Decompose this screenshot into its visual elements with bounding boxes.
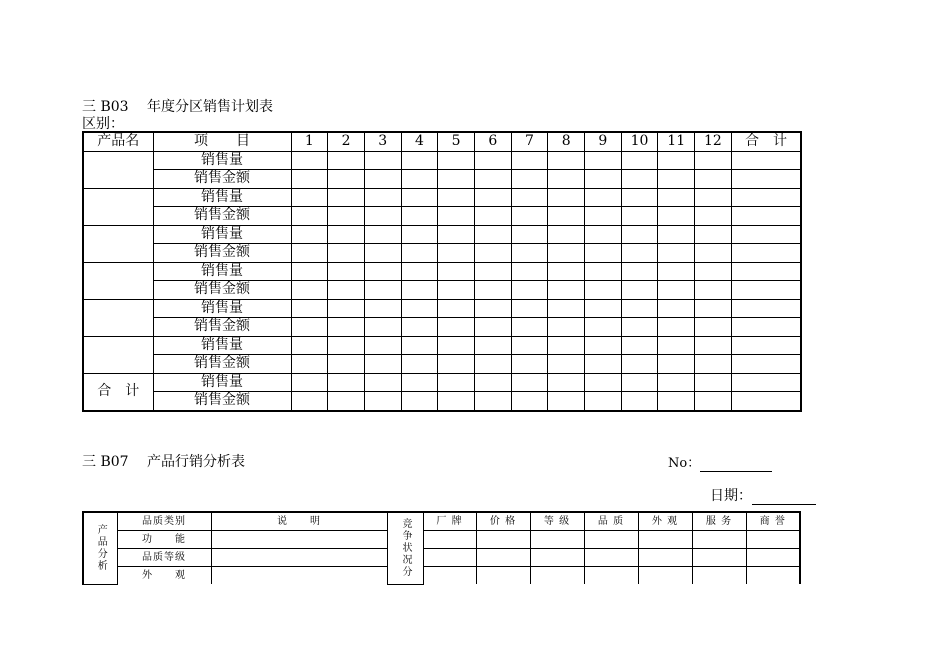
value-cell[interactable] <box>328 318 365 337</box>
comp-header-quality: 品 质 <box>584 512 638 531</box>
value-cell[interactable] <box>695 392 732 411</box>
value-cell[interactable] <box>291 225 328 244</box>
table-row <box>83 262 801 281</box>
sales-qty-label: 销售量 <box>153 188 291 207</box>
value-cell[interactable] <box>585 355 622 374</box>
value-cell[interactable] <box>364 244 401 263</box>
value-cell[interactable] <box>401 207 438 226</box>
value-cell[interactable] <box>585 170 622 189</box>
value-cell[interactable] <box>438 262 475 281</box>
input-cell[interactable] <box>746 567 800 585</box>
value-cell[interactable] <box>585 318 622 337</box>
sales-qty-label: 销售量 <box>153 225 291 244</box>
input-cell[interactable] <box>638 531 692 549</box>
header-month: 6 <box>474 132 511 151</box>
value-cell[interactable] <box>328 336 365 355</box>
value-cell[interactable] <box>548 207 585 226</box>
value-cell[interactable] <box>364 355 401 374</box>
table-row <box>83 188 801 207</box>
sales-amt-label: 销售金额 <box>153 355 291 374</box>
table-row <box>83 225 801 244</box>
value-cell[interactable] <box>438 318 475 337</box>
input-cell[interactable] <box>692 549 746 567</box>
input-cell[interactable] <box>692 567 746 585</box>
value-cell[interactable] <box>585 188 622 207</box>
value-cell[interactable] <box>364 336 401 355</box>
value-cell[interactable] <box>291 151 328 170</box>
no-field[interactable] <box>668 452 772 472</box>
total-row-label: 合 计 <box>83 373 153 411</box>
value-cell[interactable] <box>548 318 585 337</box>
value-cell[interactable] <box>291 392 328 411</box>
value-cell[interactable] <box>364 318 401 337</box>
value-cell[interactable] <box>511 392 548 411</box>
product-name-cell[interactable] <box>83 262 153 299</box>
value-cell[interactable] <box>438 299 475 318</box>
value-cell[interactable] <box>548 244 585 263</box>
input-cell[interactable] <box>584 567 638 585</box>
value-cell[interactable] <box>658 299 695 318</box>
header-month: 12 <box>695 132 732 151</box>
value-cell[interactable] <box>438 207 475 226</box>
value-cell[interactable] <box>474 151 511 170</box>
value-cell[interactable] <box>731 281 801 300</box>
value-cell[interactable] <box>401 373 438 392</box>
value-cell[interactable] <box>364 392 401 411</box>
value-cell[interactable] <box>658 392 695 411</box>
value-cell[interactable] <box>401 355 438 374</box>
value-cell[interactable] <box>621 207 658 226</box>
value-cell[interactable] <box>621 262 658 281</box>
analysis-row-label: 品质等级 <box>117 549 211 567</box>
value-cell[interactable] <box>548 188 585 207</box>
value-cell[interactable] <box>474 336 511 355</box>
table-row <box>83 567 800 585</box>
value-cell[interactable] <box>621 151 658 170</box>
input-cell[interactable] <box>530 567 584 585</box>
value-cell[interactable] <box>585 151 622 170</box>
table-header-row <box>83 132 801 151</box>
product-name-cell[interactable] <box>83 336 153 373</box>
value-cell[interactable] <box>511 244 548 263</box>
value-cell[interactable] <box>474 244 511 263</box>
value-cell[interactable] <box>511 225 548 244</box>
input-cell[interactable] <box>584 549 638 567</box>
value-cell[interactable] <box>364 373 401 392</box>
input-cell[interactable] <box>692 531 746 549</box>
product-analysis-label: 产品分析 <box>95 524 107 573</box>
value-cell[interactable] <box>658 281 695 300</box>
value-cell[interactable] <box>364 262 401 281</box>
input-cell[interactable] <box>423 567 476 585</box>
value-cell[interactable] <box>731 151 801 170</box>
value-cell[interactable] <box>328 262 365 281</box>
table-row <box>83 336 801 355</box>
input-cell[interactable] <box>746 549 800 567</box>
value-cell[interactable] <box>658 373 695 392</box>
input-cell[interactable] <box>584 531 638 549</box>
value-cell[interactable] <box>585 225 622 244</box>
value-cell[interactable] <box>548 336 585 355</box>
value-cell[interactable] <box>621 392 658 411</box>
value-cell[interactable] <box>511 207 548 226</box>
value-cell[interactable] <box>474 207 511 226</box>
value-cell[interactable] <box>364 281 401 300</box>
value-cell[interactable] <box>328 225 365 244</box>
input-cell[interactable] <box>638 549 692 567</box>
value-cell[interactable] <box>364 299 401 318</box>
comp-header-service: 服 务 <box>692 512 746 531</box>
sales-amt-label: 销售金额 <box>153 244 291 263</box>
input-cell[interactable] <box>423 531 476 549</box>
comp-header-price: 价 格 <box>476 512 530 531</box>
value-cell[interactable] <box>621 170 658 189</box>
sales-amt-label: 销售金额 <box>153 281 291 300</box>
product-name-cell[interactable] <box>83 151 153 188</box>
value-cell[interactable] <box>731 188 801 207</box>
header-month: 10 <box>621 132 658 151</box>
value-cell[interactable] <box>328 244 365 263</box>
value-cell[interactable] <box>621 225 658 244</box>
value-cell[interactable] <box>328 392 365 411</box>
value-cell[interactable] <box>731 355 801 374</box>
value-cell[interactable] <box>695 188 732 207</box>
value-cell[interactable] <box>401 170 438 189</box>
value-cell[interactable] <box>474 188 511 207</box>
input-cell[interactable] <box>211 531 387 549</box>
value-cell[interactable] <box>621 281 658 300</box>
header-product: 产品名 <box>83 132 153 151</box>
value-cell[interactable] <box>364 170 401 189</box>
value-cell[interactable] <box>695 170 732 189</box>
value-cell[interactable] <box>731 392 801 411</box>
header-month: 3 <box>364 132 401 151</box>
value-cell[interactable] <box>328 188 365 207</box>
value-cell[interactable] <box>438 373 475 392</box>
input-cell[interactable] <box>746 531 800 549</box>
value-cell[interactable] <box>438 188 475 207</box>
value-cell[interactable] <box>291 170 328 189</box>
input-cell[interactable] <box>530 549 584 567</box>
value-cell[interactable] <box>511 170 548 189</box>
value-cell[interactable] <box>585 244 622 263</box>
value-cell[interactable] <box>585 336 622 355</box>
input-cell[interactable] <box>530 531 584 549</box>
sales-qty-label: 销售量 <box>153 373 291 392</box>
value-cell[interactable] <box>474 373 511 392</box>
value-cell[interactable] <box>438 225 475 244</box>
header-month: 11 <box>658 132 695 151</box>
value-cell[interactable] <box>401 244 438 263</box>
date-label: 日期： <box>710 488 752 504</box>
table-row <box>83 299 801 318</box>
table-row <box>83 244 801 263</box>
value-cell[interactable] <box>511 188 548 207</box>
value-cell[interactable] <box>548 355 585 374</box>
value-cell[interactable] <box>621 299 658 318</box>
value-cell[interactable] <box>438 355 475 374</box>
value-cell[interactable] <box>731 207 801 226</box>
value-cell[interactable] <box>474 170 511 189</box>
table-row <box>83 170 801 189</box>
table-row <box>83 207 801 226</box>
table-row <box>83 531 800 549</box>
header-item: 项 目 <box>153 132 291 151</box>
value-cell[interactable] <box>474 281 511 300</box>
value-cell[interactable] <box>548 170 585 189</box>
sales-qty-label: 销售量 <box>153 336 291 355</box>
value-cell[interactable] <box>695 299 732 318</box>
value-cell[interactable] <box>695 318 732 337</box>
value-cell[interactable] <box>438 151 475 170</box>
value-cell[interactable] <box>731 336 801 355</box>
value-cell[interactable] <box>328 207 365 226</box>
input-cell[interactable] <box>211 567 387 585</box>
no-label: No： <box>668 456 701 471</box>
value-cell[interactable] <box>511 318 548 337</box>
sales-amt-label: 销售金额 <box>153 392 291 411</box>
value-cell[interactable] <box>621 336 658 355</box>
annual-sales-plan-table <box>82 131 802 412</box>
value-cell[interactable] <box>731 262 801 281</box>
value-cell[interactable] <box>401 151 438 170</box>
value-cell[interactable] <box>585 281 622 300</box>
value-cell[interactable] <box>291 373 328 392</box>
value-cell[interactable] <box>438 392 475 411</box>
value-cell[interactable] <box>401 225 438 244</box>
value-cell[interactable] <box>658 244 695 263</box>
value-cell[interactable] <box>401 188 438 207</box>
analysis-row-label: 外 观 <box>117 567 211 585</box>
value-cell[interactable] <box>438 170 475 189</box>
value-cell[interactable] <box>511 262 548 281</box>
table-row <box>83 373 801 392</box>
value-cell[interactable] <box>548 281 585 300</box>
table-row <box>83 549 800 567</box>
sales-qty-label: 销售量 <box>153 262 291 281</box>
value-cell[interactable] <box>401 262 438 281</box>
value-cell[interactable] <box>731 299 801 318</box>
value-cell[interactable] <box>548 299 585 318</box>
header-month: 7 <box>511 132 548 151</box>
value-cell[interactable] <box>291 244 328 263</box>
value-cell[interactable] <box>585 207 622 226</box>
value-cell[interactable] <box>511 373 548 392</box>
value-cell[interactable] <box>291 281 328 300</box>
value-cell[interactable] <box>364 188 401 207</box>
value-cell[interactable] <box>291 318 328 337</box>
value-cell[interactable] <box>695 225 732 244</box>
header-month: 9 <box>585 132 622 151</box>
value-cell[interactable] <box>695 336 732 355</box>
value-cell[interactable] <box>731 373 801 392</box>
value-cell[interactable] <box>328 151 365 170</box>
value-cell[interactable] <box>291 207 328 226</box>
value-cell[interactable] <box>658 262 695 281</box>
value-cell[interactable] <box>621 188 658 207</box>
value-cell[interactable] <box>658 170 695 189</box>
competition-label: 竞争状况分 <box>400 518 411 579</box>
value-cell[interactable] <box>511 151 548 170</box>
comp-header-grade: 等 级 <box>530 512 584 531</box>
product-name-cell[interactable] <box>83 188 153 225</box>
value-cell[interactable] <box>621 373 658 392</box>
value-cell[interactable] <box>731 170 801 189</box>
sales-qty-label: 销售量 <box>153 151 291 170</box>
value-cell[interactable] <box>438 244 475 263</box>
value-cell[interactable] <box>731 225 801 244</box>
section2-title: 三 B07 产品行销分析表 <box>82 454 246 470</box>
value-cell[interactable] <box>401 281 438 300</box>
no-blank[interactable] <box>700 456 772 472</box>
header-month: 2 <box>328 132 365 151</box>
value-cell[interactable] <box>474 225 511 244</box>
table-row <box>83 392 801 411</box>
analysis-row-label: 功 能 <box>117 531 211 549</box>
value-cell[interactable] <box>585 299 622 318</box>
value-cell[interactable] <box>731 244 801 263</box>
product-marketing-analysis-table <box>82 511 801 585</box>
value-cell[interactable] <box>695 207 732 226</box>
value-cell[interactable] <box>401 318 438 337</box>
value-cell[interactable] <box>658 355 695 374</box>
value-cell[interactable] <box>328 299 365 318</box>
table-row <box>83 281 801 300</box>
value-cell[interactable] <box>695 244 732 263</box>
product-name-cell[interactable] <box>83 299 153 336</box>
input-cell[interactable] <box>423 549 476 567</box>
value-cell[interactable] <box>658 188 695 207</box>
date-blank[interactable] <box>752 488 816 505</box>
value-cell[interactable] <box>291 336 328 355</box>
competition-label-cell <box>387 512 423 584</box>
analysis-row-label: 品质类别 <box>117 512 211 531</box>
value-cell[interactable] <box>548 262 585 281</box>
header-month: 5 <box>438 132 475 151</box>
table-row <box>83 512 800 531</box>
sales-qty-label: 销售量 <box>153 299 291 318</box>
date-field[interactable] <box>710 485 816 505</box>
value-cell[interactable] <box>291 188 328 207</box>
product-analysis-label-cell <box>83 512 117 584</box>
value-cell[interactable] <box>585 373 622 392</box>
value-cell[interactable] <box>695 151 732 170</box>
value-cell[interactable] <box>474 262 511 281</box>
value-cell[interactable] <box>695 262 732 281</box>
value-cell[interactable] <box>548 225 585 244</box>
value-cell[interactable] <box>328 170 365 189</box>
value-cell[interactable] <box>474 355 511 374</box>
table-row <box>83 355 801 374</box>
value-cell[interactable] <box>695 355 732 374</box>
value-cell[interactable] <box>731 318 801 337</box>
sales-amt-label: 销售金额 <box>153 170 291 189</box>
value-cell[interactable] <box>658 225 695 244</box>
section1-title: 三 B03 年度分区销售计划表 <box>82 99 274 115</box>
comp-header-reputation: 商 誉 <box>746 512 800 531</box>
value-cell[interactable] <box>364 151 401 170</box>
table-row <box>83 318 801 337</box>
value-cell[interactable] <box>621 318 658 337</box>
value-cell[interactable] <box>291 262 328 281</box>
description-header: 说 明 <box>211 512 387 531</box>
value-cell[interactable] <box>695 281 732 300</box>
value-cell[interactable] <box>621 244 658 263</box>
value-cell[interactable] <box>511 336 548 355</box>
value-cell[interactable] <box>401 336 438 355</box>
value-cell[interactable] <box>548 392 585 411</box>
value-cell[interactable] <box>658 207 695 226</box>
value-cell[interactable] <box>511 299 548 318</box>
header-month: 4 <box>401 132 438 151</box>
input-cell[interactable] <box>476 531 530 549</box>
table-row <box>83 151 801 170</box>
value-cell[interactable] <box>291 299 328 318</box>
value-cell[interactable] <box>548 373 585 392</box>
value-cell[interactable] <box>364 225 401 244</box>
value-cell[interactable] <box>511 281 548 300</box>
input-cell[interactable] <box>638 567 692 585</box>
value-cell[interactable] <box>511 355 548 374</box>
value-cell[interactable] <box>291 355 328 374</box>
header-month: 8 <box>548 132 585 151</box>
value-cell[interactable] <box>658 336 695 355</box>
region-label: 区别： <box>82 116 124 132</box>
value-cell[interactable] <box>328 281 365 300</box>
value-cell[interactable] <box>658 151 695 170</box>
comp-header-appearance: 外 观 <box>638 512 692 531</box>
value-cell[interactable] <box>438 336 475 355</box>
value-cell[interactable] <box>438 281 475 300</box>
value-cell[interactable] <box>658 318 695 337</box>
value-cell[interactable] <box>585 392 622 411</box>
value-cell[interactable] <box>474 318 511 337</box>
product-name-cell[interactable] <box>83 225 153 262</box>
value-cell[interactable] <box>695 373 732 392</box>
value-cell[interactable] <box>328 373 365 392</box>
value-cell[interactable] <box>401 392 438 411</box>
value-cell[interactable] <box>621 355 658 374</box>
input-cell[interactable] <box>211 549 387 567</box>
value-cell[interactable] <box>401 299 438 318</box>
input-cell[interactable] <box>476 567 530 585</box>
value-cell[interactable] <box>474 299 511 318</box>
value-cell[interactable] <box>474 392 511 411</box>
header-total: 合 计 <box>731 132 801 151</box>
comp-header-brand: 厂 牌 <box>423 512 476 531</box>
header-month: 1 <box>291 132 328 151</box>
value-cell[interactable] <box>364 207 401 226</box>
sales-amt-label: 销售金额 <box>153 318 291 337</box>
input-cell[interactable] <box>476 549 530 567</box>
value-cell[interactable] <box>328 355 365 374</box>
value-cell[interactable] <box>548 151 585 170</box>
sales-amt-label: 销售金额 <box>153 207 291 226</box>
value-cell[interactable] <box>585 262 622 281</box>
